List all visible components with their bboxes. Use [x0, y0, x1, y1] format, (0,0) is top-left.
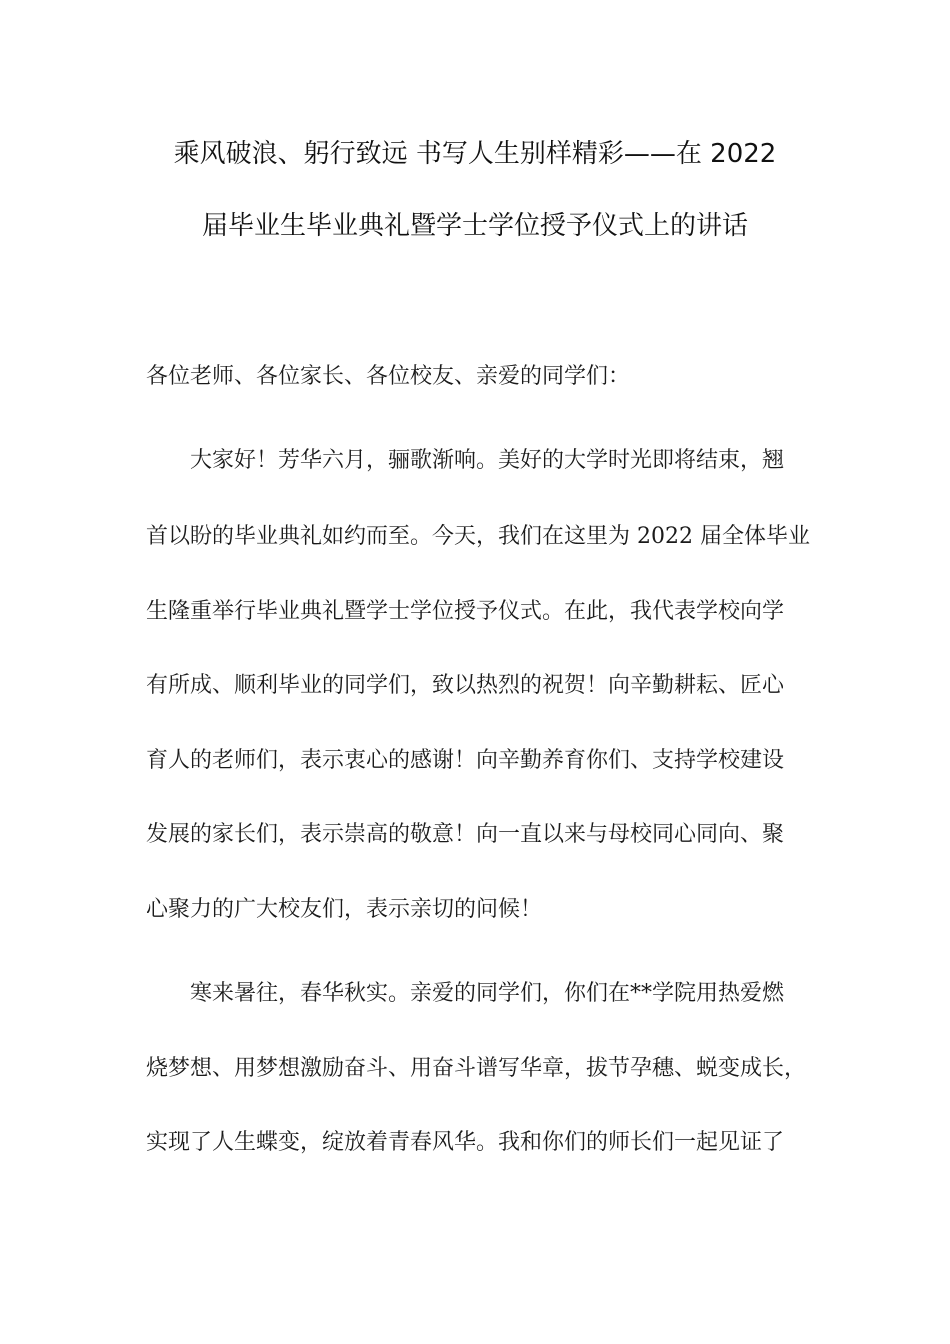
- paragraph-line: 生隆重举行毕业典礼暨学士学位授予仪式。在此，我代表学校向学: [146, 599, 785, 624]
- greeting: 各位老师、各位家长、各位校友、亲爱的同学们：: [146, 364, 631, 389]
- document-title-line-1: 乘风破浪、躬行致远 书写人生别样精彩——在 2022: [173, 139, 777, 169]
- paragraph-line: 育人的老师们，表示衷心的感谢！向辛勤养育你们、支持学校建设: [146, 748, 785, 773]
- paragraph-line: 有所成、顺利毕业的同学们，致以热烈的祝贺！向辛勤耕耘、匠心: [146, 673, 785, 698]
- paragraph-line: 烧梦想、用梦想激励奋斗、用奋斗谱写华章，拔节孕穗、蜕变成长，: [146, 1056, 807, 1081]
- paragraph-line: 大家好！芳华六月，骊歌渐响。美好的大学时光即将结束，翘: [190, 448, 785, 473]
- paragraph-line: 发展的家长们，表示崇高的敬意！向一直以来与母校同心同向、聚: [146, 822, 785, 847]
- paragraph-line: 寒来暑往，春华秋实。亲爱的同学们，你们在**学院用热爱燃: [190, 981, 785, 1006]
- paragraph-line: 首以盼的毕业典礼如约而至。今天，我们在这里为 2022 届全体毕业: [146, 524, 810, 549]
- paragraph-line: 实现了人生蝶变，绽放着青春风华。我和你们的师长们一起见证了: [146, 1130, 785, 1155]
- paragraph-line: 心聚力的广大校友们，表示亲切的问候！: [146, 897, 543, 922]
- document-title-line-2: 届毕业生毕业典礼暨学士学位授予仪式上的讲话: [201, 211, 748, 241]
